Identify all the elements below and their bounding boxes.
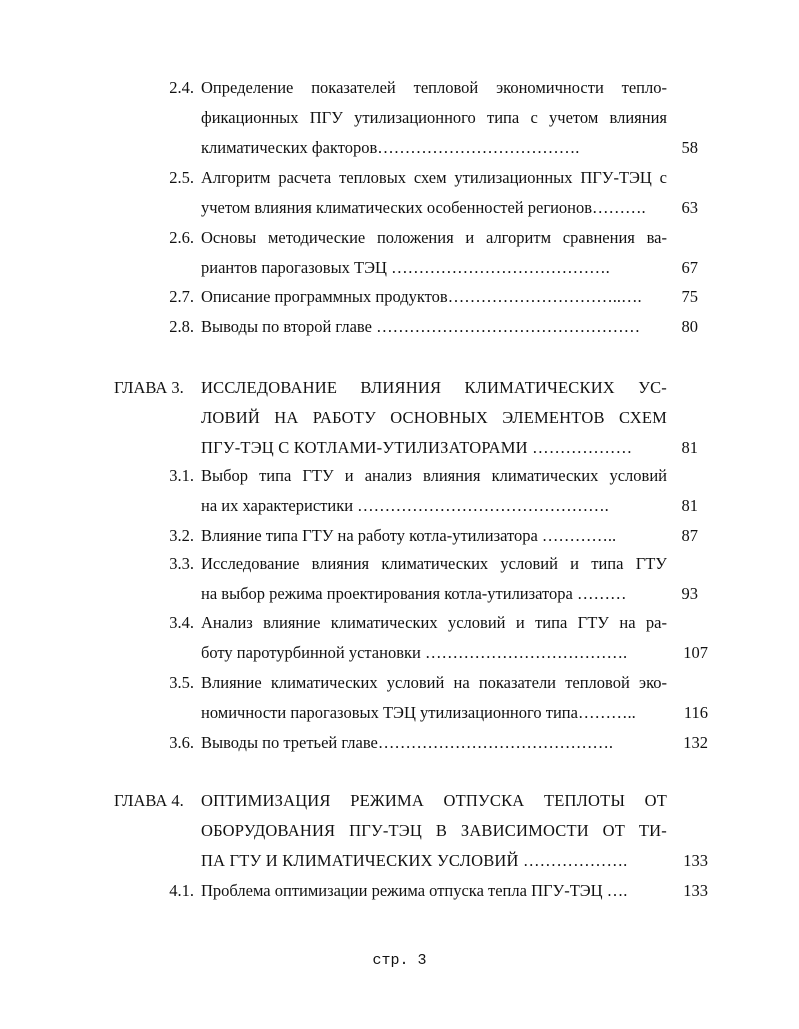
toc-2-7-page: 75 bbox=[681, 287, 698, 306]
toc-3-4-page: 107 bbox=[683, 643, 708, 662]
toc-chapter-4-title-line1: ОПТИМИЗАЦИЯ РЕЖИМА ОТПУСКА ТЕПЛОТЫ ОТ bbox=[201, 791, 667, 810]
toc-3-5-title-line2: номичности парогазовых ТЭЦ утилизационного типа……….. bbox=[201, 703, 636, 722]
toc-chapter-4-page: 133 bbox=[683, 851, 708, 870]
toc-2-4-page: 58 bbox=[681, 138, 698, 157]
toc-3-1-title-line2: на их характеристики ………………………………………. bbox=[201, 496, 609, 515]
toc-chapter-4-title-line3: ПА ГТУ И КЛИМАТИЧЕСКИХ УСЛОВИЙ ………………. bbox=[201, 851, 628, 870]
toc-3-3-title-line2: на выбор режима проектирования котла-утилизатора ……… bbox=[201, 584, 627, 603]
toc-2-4-number: 2.4. bbox=[169, 78, 194, 97]
toc-2-6-title-line1: Основы методические положения и алгоритм сравнения ва- bbox=[201, 228, 667, 247]
toc-3-3-title-line1: Исследование влияния климатических условий и типа ГТУ bbox=[201, 554, 667, 573]
toc-3-1-title-line1: Выбор типа ГТУ и анализ влияния климатических условий bbox=[201, 466, 667, 485]
toc-chapter-4-title-line2: ОБОРУДОВАНИЯ ПГУ-ТЭЦ В ЗАВИСИМОСТИ ОТ ТИ- bbox=[201, 821, 667, 840]
toc-2-8-page: 80 bbox=[681, 317, 698, 336]
toc-chapter-3-page: 81 bbox=[681, 438, 698, 457]
toc-2-4-title-line3: климатических факторов………………………………. bbox=[201, 138, 580, 157]
toc-3-2-title-line1: Влияние типа ГТУ на работу котла-утилизатора ………….. bbox=[201, 526, 617, 545]
toc-2-8-number: 2.8. bbox=[169, 317, 194, 336]
toc-chapter-3-number: ГЛАВА 3. bbox=[114, 378, 184, 397]
toc-3-4-title-line2: боту паротурбинной установки ………………………………. bbox=[201, 643, 628, 662]
toc-2-5-page: 63 bbox=[681, 198, 698, 217]
toc-2-7-number: 2.7. bbox=[169, 287, 194, 306]
toc-2-4-title-line2: фикационных ПГУ утилизационного типа с учетом влияния bbox=[201, 108, 667, 127]
toc-2-8-title-line1: Выводы по второй главе ………………………………………… bbox=[201, 317, 641, 336]
toc-3-1-number: 3.1. bbox=[169, 466, 194, 485]
toc-2-7-title-line1: Описание программных продуктов…………………………..…. bbox=[201, 287, 642, 306]
toc-3-1-page: 81 bbox=[681, 496, 698, 515]
toc-4-1-page: 133 bbox=[683, 881, 708, 900]
toc-3-4-number: 3.4. bbox=[169, 613, 194, 632]
toc-3-3-number: 3.3. bbox=[169, 554, 194, 573]
toc-3-5-page: 116 bbox=[683, 703, 708, 722]
toc-3-2-page: 87 bbox=[681, 526, 698, 545]
toc-3-5-number: 3.5. bbox=[169, 673, 194, 692]
toc-4-1-title-line1: Проблема оптимизации режима отпуска тепла ПГУ-ТЭЦ …. bbox=[201, 881, 628, 900]
toc-chapter-3-title-line3: ПГУ-ТЭЦ С КОТЛАМИ-УТИЛИЗАТОРАМИ ……………… bbox=[201, 438, 633, 457]
toc-2-6-page: 67 bbox=[681, 258, 698, 277]
toc-chapter-3-title-line2: ЛОВИЙ НА РАБОТУ ОСНОВНЫХ ЭЛЕМЕНТОВ СХЕМ bbox=[201, 408, 667, 427]
page-number-footer: стр. 3 bbox=[372, 952, 427, 969]
toc-chapter-3-title-line1: ИССЛЕДОВАНИЕ ВЛИЯНИЯ КЛИМАТИЧЕСКИХ УС- bbox=[201, 378, 667, 397]
toc-chapter-4-number: ГЛАВА 4. bbox=[114, 791, 184, 810]
toc-3-6-title-line1: Выводы по третьей главе……………………………………. bbox=[201, 733, 613, 752]
toc-3-3-page: 93 bbox=[681, 584, 698, 603]
toc-4-1-number: 4.1. bbox=[169, 881, 194, 900]
toc-2-5-title-line2: учетом влияния климатических особенностей регионов………. bbox=[201, 198, 646, 217]
toc-2-5-title-line1: Алгоритм расчета тепловых схем утилизационных ПГУ-ТЭЦ с bbox=[201, 168, 667, 187]
toc-3-6-page: 132 bbox=[683, 733, 708, 752]
toc-3-2-number: 3.2. bbox=[169, 526, 194, 545]
toc-2-5-number: 2.5. bbox=[169, 168, 194, 187]
toc-3-6-number: 3.6. bbox=[169, 733, 194, 752]
toc-2-6-number: 2.6. bbox=[169, 228, 194, 247]
toc-3-4-title-line1: Анализ влияние климатических условий и типа ГТУ на ра- bbox=[201, 613, 667, 632]
toc-2-4-title-line1: Определение показателей тепловой экономичности тепло- bbox=[201, 78, 667, 97]
toc-2-6-title-line2: риантов парогазовых ТЭЦ …………………………………. bbox=[201, 258, 610, 277]
toc-3-5-title-line1: Влияние климатических условий на показатели тепловой эко- bbox=[201, 673, 667, 692]
